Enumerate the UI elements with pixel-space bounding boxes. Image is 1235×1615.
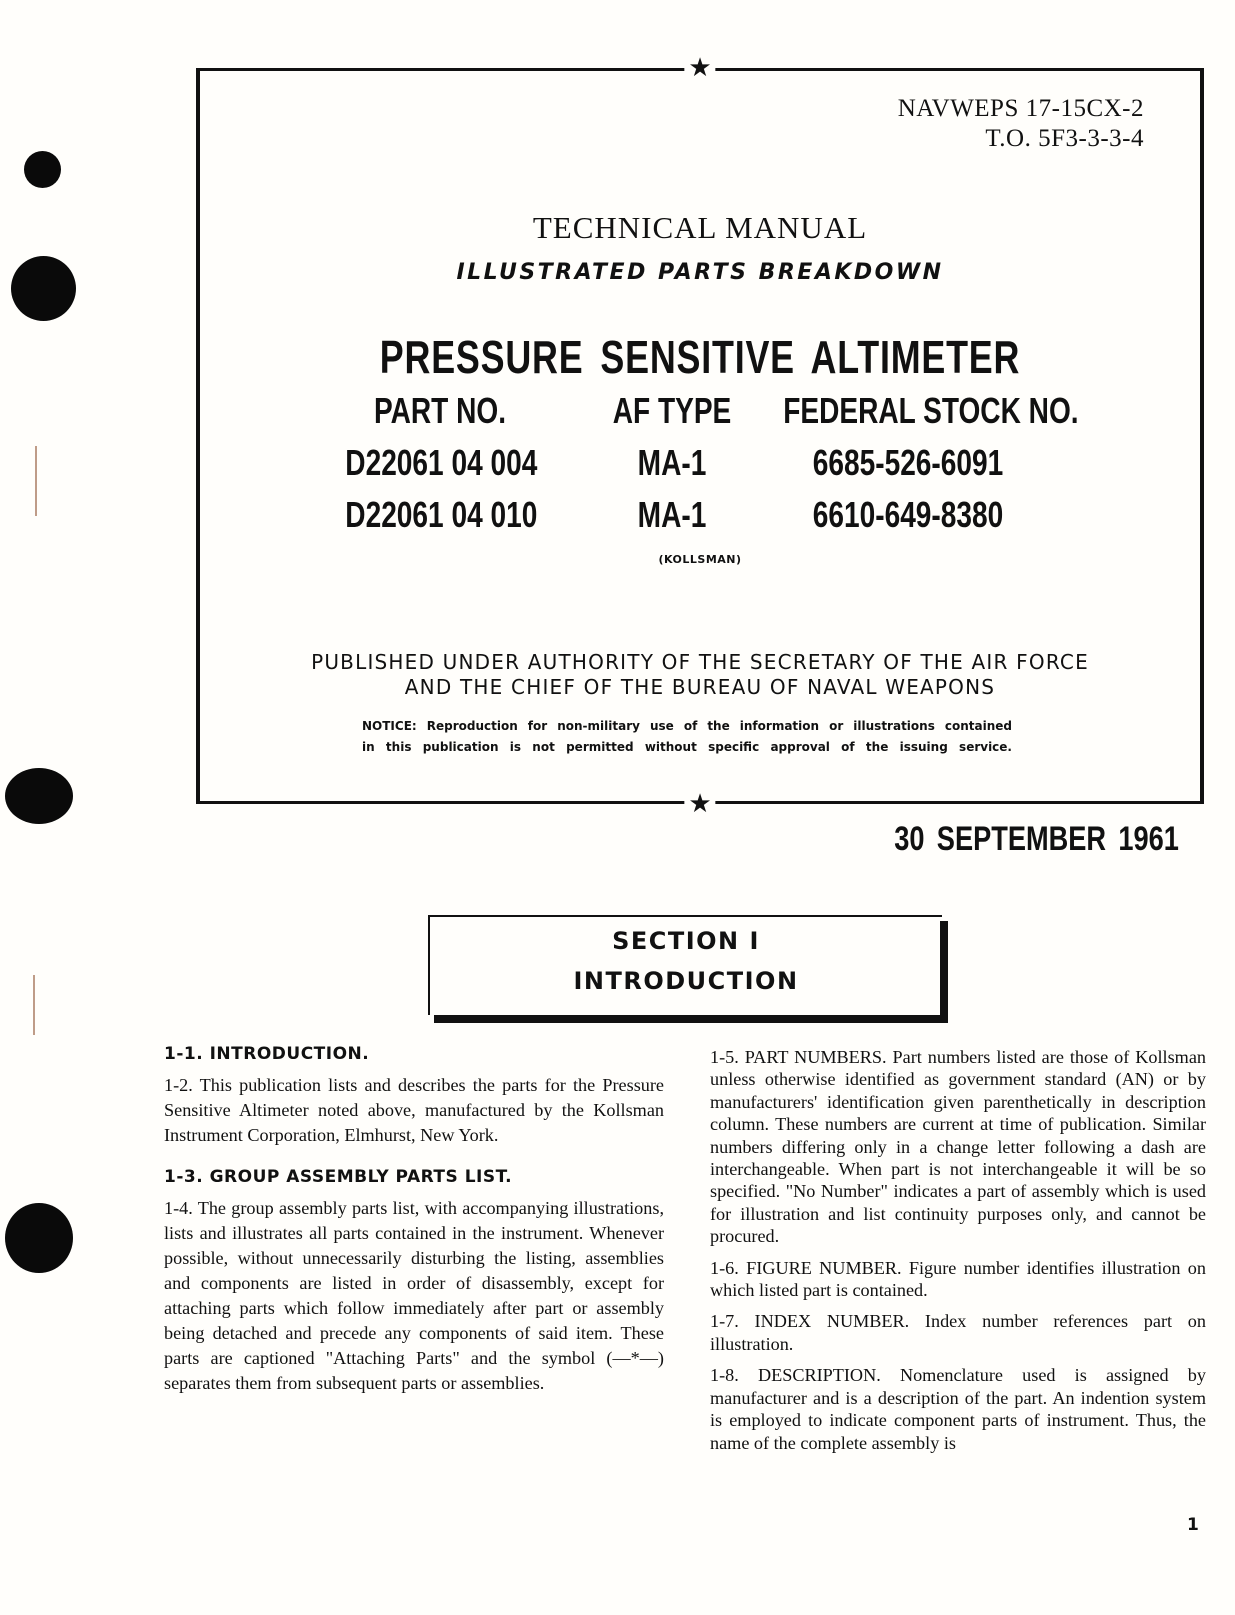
navweps-code: NAVWEPS 17-15CX-2 xyxy=(897,95,1144,122)
manufacturer-note: (KOLLSMAN) xyxy=(658,553,742,566)
page-number: 1 xyxy=(1187,1515,1199,1535)
section-heading-box xyxy=(428,915,942,1015)
paragraph-1-6: 1-6. FIGURE NUMBER. Figure number identifies illustration on which listed part is contained. xyxy=(710,1257,1206,1301)
heading-introduction: 1-1. INTRODUCTION. xyxy=(164,1044,370,1064)
part-number: D22061 04 010 xyxy=(345,494,538,535)
page-title: PRESSURE SENSITIVE ALTIMETER xyxy=(379,331,1021,383)
publishing-authority xyxy=(200,650,1200,700)
af-type: MA-1 xyxy=(637,442,707,483)
body-column-left xyxy=(164,1043,664,1406)
column-header-part-no: PART NO. xyxy=(373,390,507,431)
section-title: INTRODUCTION xyxy=(573,967,799,995)
authority-line: PUBLISHED UNDER AUTHORITY OF THE SECRETARY OF THE AIR FORCE xyxy=(311,650,1089,674)
parts-table-header xyxy=(200,390,1200,442)
table-row xyxy=(200,494,1200,546)
manual-type-title: TECHNICAL MANUAL xyxy=(532,210,868,245)
column-header-af-type: AF TYPE xyxy=(612,390,732,431)
parts-table xyxy=(200,390,1200,546)
paragraph-1-8: 1-8. DESCRIPTION. Nomenclature used is assigned by manufacturer and is a description of the part. An indention system is employed to indicate component parts of instrument. Thus, the name of the complete assembly is xyxy=(710,1365,1206,1453)
binder-hole-2 xyxy=(11,256,76,321)
binder-hole-3 xyxy=(5,768,73,824)
star-icon: ★ xyxy=(684,791,715,817)
binder-hole-1 xyxy=(24,151,61,188)
notice-line: in this publication is not permitted without specific approval of the issuing service. xyxy=(362,740,1012,754)
body-column-right xyxy=(710,1046,1206,1463)
paragraph-1-2: 1-2. This publication lists and describes the parts for the Pressure Sensitive Altimeter noted above, manufactured by the Kollsman Instrument Corporation, Elmhurst, New York. xyxy=(164,1075,664,1145)
star-icon: ★ xyxy=(684,55,715,81)
publication-date: 30 SEPTEMBER 1961 xyxy=(894,820,1179,858)
section-number: SECTION I xyxy=(612,927,760,955)
reproduction-notice xyxy=(362,716,1012,758)
to-code: T.O. 5F3-3-3-4 xyxy=(985,125,1144,152)
scan-mark xyxy=(35,446,37,516)
heading-group-assembly-parts-list: 1-3. GROUP ASSEMBLY PARTS LIST. xyxy=(164,1167,513,1187)
paragraph-1-4: 1-4. The group assembly parts list, with accompanying illustrations, lists and illustrates all parts contained in the instrument. Whenever possible, without unnecessarily disturbing the listing, assemblies and components are listed in order of disassembly, except for attaching parts which follow immediately after part or assembly being detached and precede any components of said item. These parts are captioned "Attaching Parts" and the symbol (—*—) separates them from subsequent parts or assemblies. xyxy=(164,1198,664,1393)
paragraph-1-5: 1-5. PART NUMBERS. Part numbers listed are those of Kollsman unless otherwise identified as government standard (AN) or by manufacturers' identification given parenthetically in description column. These numbers are current at time of publication. Similar numbers differing only in a change letter following a dash are interchangeable. When part is not interchangeable it will be so specified. "No Number" indicates a part of assembly which is used for illustration and list continuity purposes only, and cannot be procured. xyxy=(710,1047,1206,1247)
federal-stock-number: 6610-649-8380 xyxy=(812,494,1004,535)
scan-mark xyxy=(33,975,35,1035)
column-header-stock-no: FEDERAL STOCK NO. xyxy=(783,390,1079,431)
federal-stock-number: 6685-526-6091 xyxy=(812,442,1004,483)
manual-subtitle: ILLUSTRATED PARTS BREAKDOWN xyxy=(456,260,944,285)
notice-line: NOTICE: Reproduction for non-military use of the information or illustrations contained xyxy=(362,719,1012,733)
part-number: D22061 04 004 xyxy=(345,442,538,483)
authority-line: AND THE CHIEF OF THE BUREAU OF NAVAL WEAPONS xyxy=(404,675,996,699)
paragraph-1-7: 1-7. INDEX NUMBER. Index number references part on illustration. xyxy=(710,1311,1206,1354)
table-row xyxy=(200,442,1200,494)
title-block xyxy=(196,53,1204,819)
af-type: MA-1 xyxy=(637,494,707,535)
document-codes xyxy=(898,94,1144,154)
binder-hole-4 xyxy=(5,1203,73,1273)
